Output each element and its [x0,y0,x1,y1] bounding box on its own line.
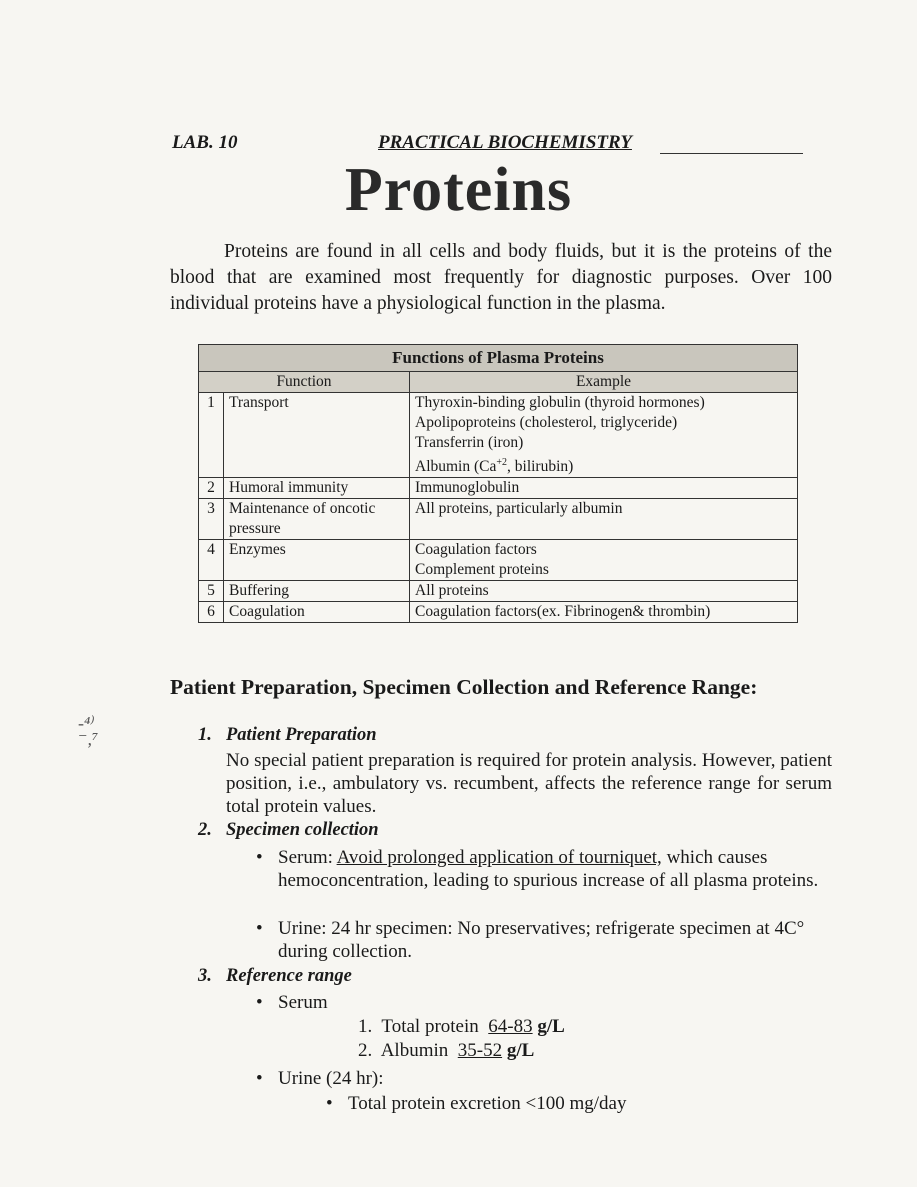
reference-total-protein: 1. Total protein 64-83 g/L [358,1016,565,1037]
item-heading-patient-preparation: 1. Patient Preparation [198,725,377,745]
header-function: Function [199,372,410,393]
row-function: Transport [224,393,410,478]
specimen-serum-bullet: • Serum: Avoid prolonged application of tourniquet, which causes hemoconcentration, leading to spurious increase of all plasma proteins. [256,847,819,891]
bullet-dot: • [256,992,263,1013]
specimen-urine-bullet: • Urine: 24 hr specimen: No preservatives; refrigerate specimen at 4C° during collection. [256,918,805,962]
reference-urine-bullet: • Urine (24 hr): [256,1068,384,1089]
row-example [410,393,798,478]
row-function: Buffering [224,581,410,602]
table-row [199,602,798,623]
patient-preparation-text: No special patient preparation is required for protein analysis. However, patient position, i.e., ambulatory vs. recumbent, affects the reference range for serum total protein values. [226,750,832,817]
row-example: All proteins [410,581,798,602]
table-row [199,540,798,581]
row-function: Maintenance of oncotic pressure [224,499,410,540]
course-title: PRACTICAL BIOCHEMISTRY [378,132,632,153]
bullet-dot: • [256,1068,263,1089]
table-row [199,581,798,602]
row-function: Coagulation [224,602,410,623]
intro-paragraph: Proteins are found in all cells and body fluids, but it is the proteins of the blood that are examined most frequently for diagnostic purposes. Over 100 individual proteins have a physiological function in the plasma. [170,241,832,314]
row-example: All proteins, particularly albumin [410,499,798,540]
row-number: 1 [199,393,224,478]
reference-serum-bullet: • Serum [256,992,328,1013]
example-line: Transferrin (iron) [415,434,524,451]
bullet-dot: • [256,918,263,939]
row-number: 3 [199,499,224,540]
row-example: Immunoglobulin [410,478,798,499]
lab-number: LAB. 10 [172,132,238,153]
table-caption: Functions of Plasma Proteins [199,345,798,372]
section-title: Patient Preparation, Specimen Collection and Reference Range: [170,675,758,699]
bullet-dot: • [326,1093,333,1114]
example-line: Apolipoproteins (cholesterol, triglyceride) [415,414,678,431]
row-number: 4 [199,540,224,581]
table-row [199,478,798,499]
page-title: Proteins [344,156,573,224]
table-row [199,393,798,478]
row-number: 6 [199,602,224,623]
handwritten-margin-mark: -⁴⁾ ⁻,⁷ [78,713,99,749]
example-line: Thyroxin-binding globulin (thyroid hormones) [415,394,705,411]
table-row [199,499,798,540]
item-heading-specimen-collection: 2. Specimen collection [198,820,379,840]
plasma-proteins-table [198,344,798,623]
row-function: Enzymes [224,540,410,581]
bullet-dot: • [256,847,263,868]
row-example: Coagulation factors Complement proteins [410,540,798,581]
header-example: Example [410,372,798,393]
tourniquet-warning: Avoid prolonged application of tourniquet, [336,847,662,868]
item-heading-reference-range: 3. Reference range [198,966,352,986]
row-example: Coagulation factors(ex. Fibrinogen& thrombin) [410,602,798,623]
row-function: Humoral immunity [224,478,410,499]
reference-albumin: 2. Albumin 35-52 g/L [358,1040,535,1061]
example-line-albumin: Albumin ($Ca^{+2}$, bilirubin) [415,457,574,476]
row-number: 5 [199,581,224,602]
reference-urine-total-bullet: • Total protein excretion <100 mg/day [326,1093,627,1114]
row-number: 2 [199,478,224,499]
